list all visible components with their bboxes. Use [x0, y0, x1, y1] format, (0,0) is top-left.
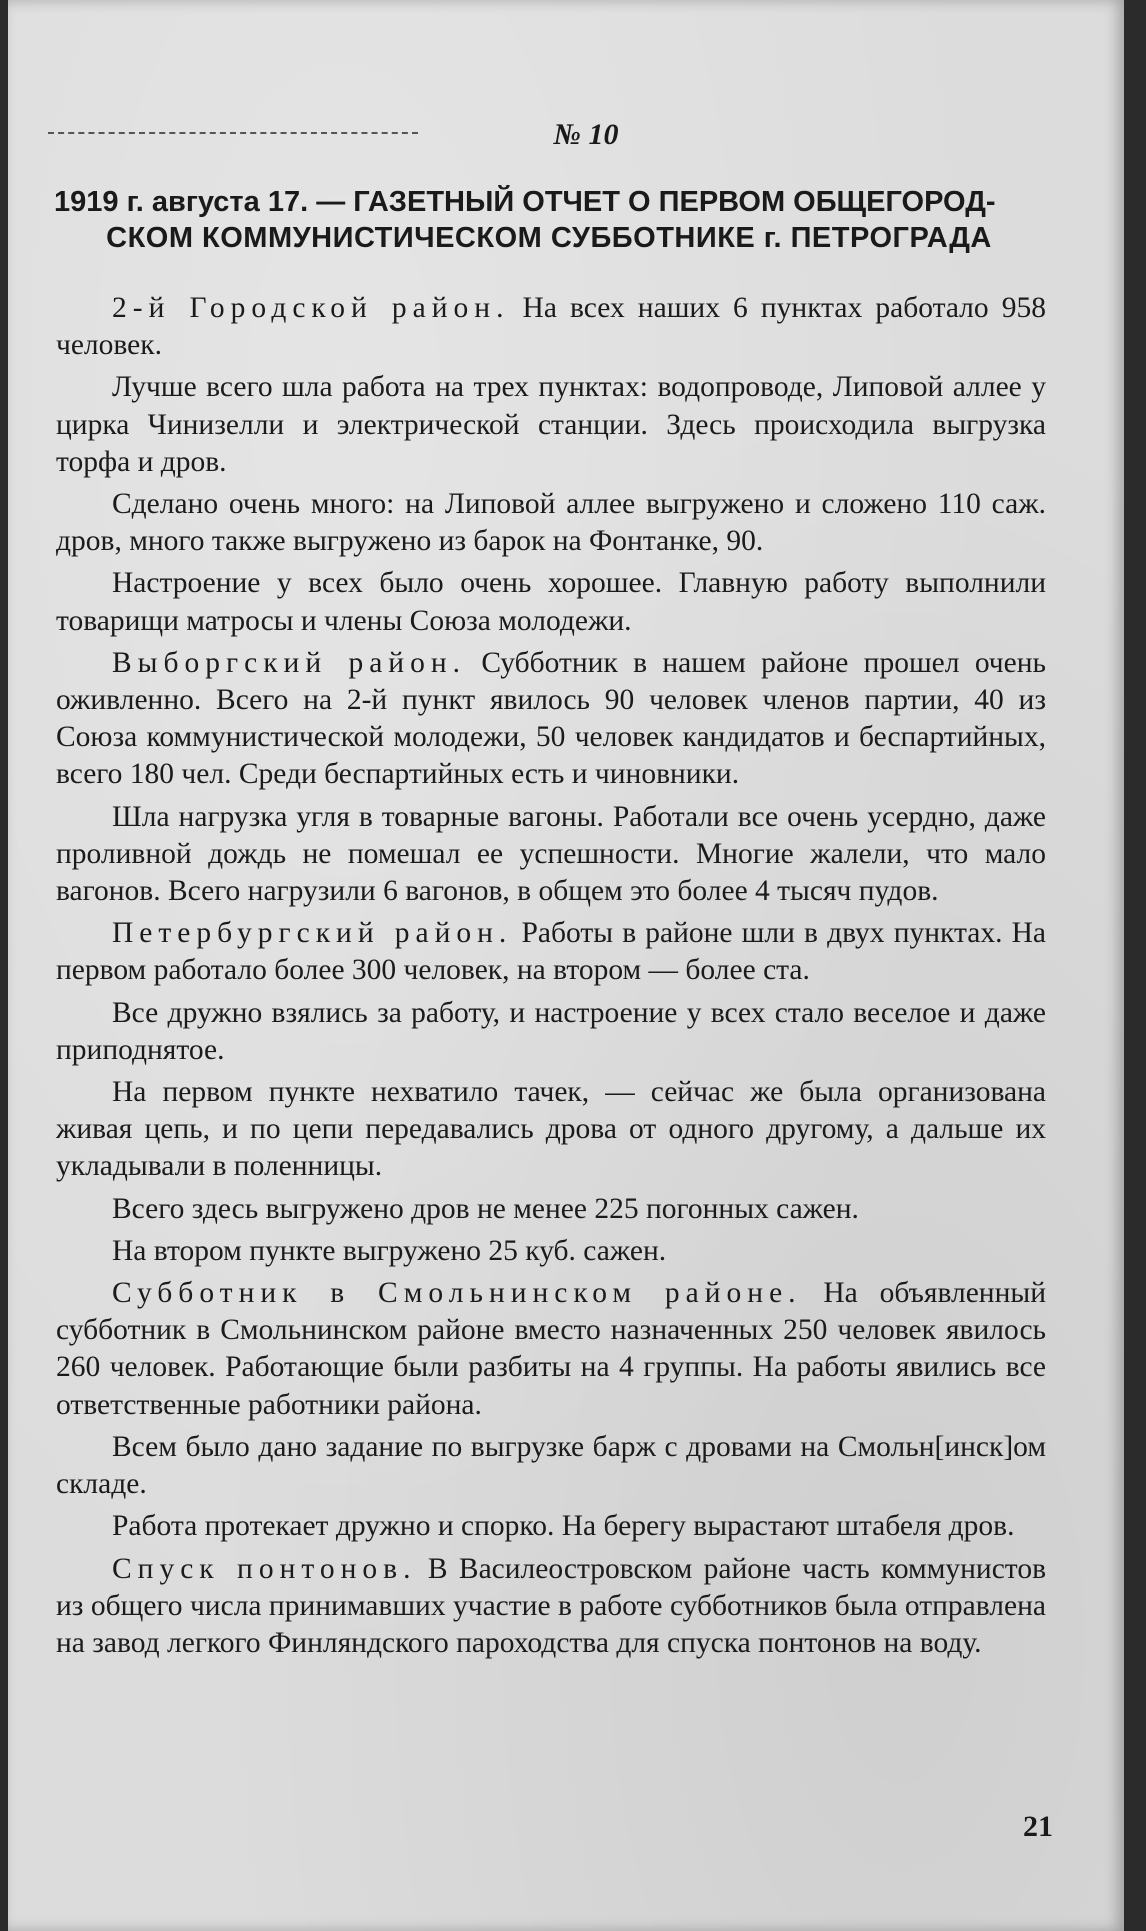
- document-page: [8, 0, 1124, 1931]
- paragraph: [56, 995, 1046, 1069]
- heading-line-2: СКОМ КОММУНИСТИЧЕСКОМ СУББОТНИКЕ г. ПЕТРОГРАДА: [106, 222, 992, 254]
- paragraph-text: Всего здесь выгружено дров не менее 225 погонных сажен.: [112, 1192, 859, 1225]
- paragraph: [56, 1429, 1046, 1503]
- paragraph: [56, 1508, 1046, 1545]
- paragraph: [56, 1074, 1046, 1186]
- district-title: 2-й Городской район.: [112, 292, 510, 324]
- paragraph-text: На втором пункте выгружено 25 куб. сажен.: [112, 1234, 667, 1267]
- district-title: Петербургский район.: [112, 917, 513, 950]
- paragraph-text: Сделано очень много: на Липовой аллее выгружено и сложено 110 саж. дров, много также выгружено из барок на Фонтанке, 90.: [56, 488, 1046, 558]
- document-body: [56, 290, 1046, 1667]
- district-title: Выборгский район.: [112, 646, 466, 679]
- paragraph: [56, 486, 1046, 560]
- document-number: № 10: [553, 118, 619, 151]
- paragraph: [56, 645, 1046, 794]
- paragraph: [56, 290, 1046, 364]
- paragraph: [56, 1233, 1046, 1270]
- paragraph-text: Субботник в нашем районе прошел очень оживленно. Всего на 2-й пункт явилось 90 человек членов партии, 40 из Союза коммунистической молодежи, 50 человек кандидатов и беспартийных, всего 180 чел. Среди беспартийных есть и чиновники.: [56, 646, 1046, 791]
- paragraph-text: На всех наших 6 пунктах работало 958 человек.: [56, 292, 1046, 362]
- paragraph-text: На первом пункте нехватило тачек, — сейчас же была организована живая цепь, и по цепи передавались дрова от одного другому, а дальше их укладывали в поленницы.: [56, 1076, 1046, 1183]
- paragraph: [56, 799, 1046, 911]
- paragraph-text: Шла нагрузка угля в товарные вагоны. Работали все очень усердно, даже проливной дождь не помешал ее успешности. Многие жалели, что мало вагонов. Всего нагрузили 6 вагонов, в общем это более 4 тысяч пудов.: [56, 800, 1046, 908]
- paragraph: [56, 565, 1046, 639]
- paragraph-text: На объявленный субботник в Смольнинском районе вместо назначенных 250 человек явилось 260 человек. Работающие были разбиты на 4 группы. На работы явились все ответственные работники района.: [56, 1277, 1046, 1421]
- paragraph: [56, 1275, 1046, 1424]
- paragraph-text: Лучше всего шла работа на трех пунктах: водопроводе, Липовой аллее у цирка Чинизелли и электрической станции. Здесь происходила выгрузка торфа и дров.: [56, 371, 1046, 478]
- document-heading: [54, 184, 1044, 256]
- page-number: 21: [1023, 1810, 1053, 1843]
- paragraph-text: Настроение у всех было очень хорошее. Главную работу выполнили товарищи матросы и члены Союза молодежи.: [56, 567, 1046, 637]
- paragraph: [56, 1551, 1046, 1663]
- paragraph-text: Всем было дано задание по выгрузке барж с дровами на Смольн[инск]ом складе.: [56, 1430, 1046, 1501]
- district-title: Субботник в Смольнинском районе.: [112, 1277, 802, 1310]
- paragraph-text: Работа протекает дружно и спорко. На берегу вырастают штабеля дров.: [112, 1510, 1015, 1543]
- paragraph-text: В Василеостровском районе часть коммунистов из общего числа принимавших участие в работе субботников была отправлена на завод легкого Финляндского пароходства для спуска понтонов на воду.: [56, 1552, 1046, 1659]
- paragraph: [56, 1191, 1046, 1228]
- paragraph: [56, 915, 1046, 989]
- paragraph-text: Работы в районе шли в двух пунктах. На первом работало более 300 человек, на втором — более ста.: [56, 917, 1046, 987]
- section-title: Спуск понтонов.: [112, 1552, 417, 1585]
- heading-line-1: 1919 г. августа 17. — ГАЗЕТНЫЙ ОТЧЕТ О ПЕРВОМ ОБЩЕГОРОД-: [54, 186, 996, 218]
- paragraph: [56, 369, 1046, 481]
- paragraph-text: Все дружно взялись за работу, и настроение у всех стало веселое и даже приподнятое.: [56, 996, 1046, 1066]
